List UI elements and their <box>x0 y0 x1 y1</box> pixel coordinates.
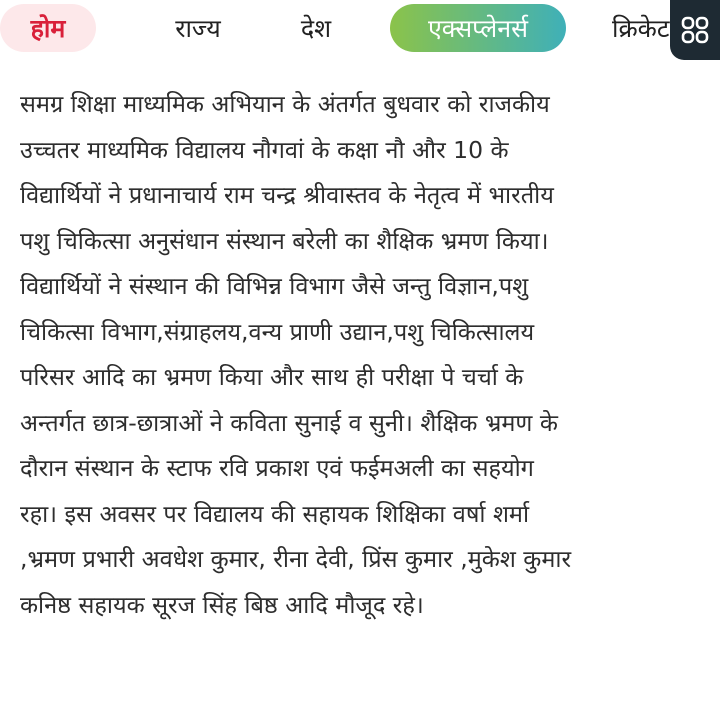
article-line: चिकित्सा विभाग,संग्राहलय,वन्य प्राणी उद्यान,पशु चिकित्सालय <box>20 317 535 346</box>
article-line: उच्चतर माध्यमिक विद्यालय नौगवां के कक्षा नौ और 10 के <box>20 135 509 164</box>
tab-state[interactable]: राज्य <box>175 14 221 43</box>
article-body <box>20 82 710 628</box>
article-line: कनिष्ठ सहायक सूरज सिंह बिष्ठ आदि मौजूद रहे। <box>20 590 424 619</box>
article-line: रहा। इस अवसर पर विद्यालय की सहायक शिक्षिका वर्षा शर्मा <box>20 499 530 528</box>
article-line: समग्र शिक्षा माध्यमिक अभियान के अंतर्गत बुधवार को राजकीय <box>20 90 550 118</box>
article-line: ,भ्रमण प्रभारी अवधेश कुमार, रीना देवी, प्रिंस कुमार ,मुकेश कुमार <box>20 545 572 573</box>
tab-cricket[interactable]: क्रिकेट <box>612 14 670 43</box>
top-navigation <box>0 0 720 60</box>
menu-button[interactable] <box>670 0 720 60</box>
article-line: विद्यार्थियों ने संस्थान की विभिन्न विभाग जैसे जन्तु विज्ञान,पशु <box>20 272 529 300</box>
article-line: पशु चिकित्सा अनुसंधान संस्थान बरेली का शैक्षिक भ्रमण किया। <box>20 226 549 255</box>
article-line: अन्तर्गत छात्र-छात्राओं ने कविता सुनाई व सुनी। शैक्षिक भ्रमण के <box>20 408 558 437</box>
article-line: परिसर आदि का भ्रमण किया और साथ ही परीक्षा पे चर्चा के <box>20 363 524 391</box>
article-line: विद्यार्थियों ने प्रधानाचार्य राम चन्द्र श्रीवास्तव के नेतृत्व में भारतीय <box>20 181 554 209</box>
tab-explainers[interactable]: एक्सप्लेनर्स <box>390 4 566 52</box>
tab-country[interactable]: देश <box>300 14 332 43</box>
article-line: दौरान संस्थान के स्टाफ रवि प्रकाश एवं फईमअली का सहयोग <box>20 454 534 482</box>
grid-icon <box>681 16 709 44</box>
tab-home[interactable]: होम <box>0 4 96 52</box>
